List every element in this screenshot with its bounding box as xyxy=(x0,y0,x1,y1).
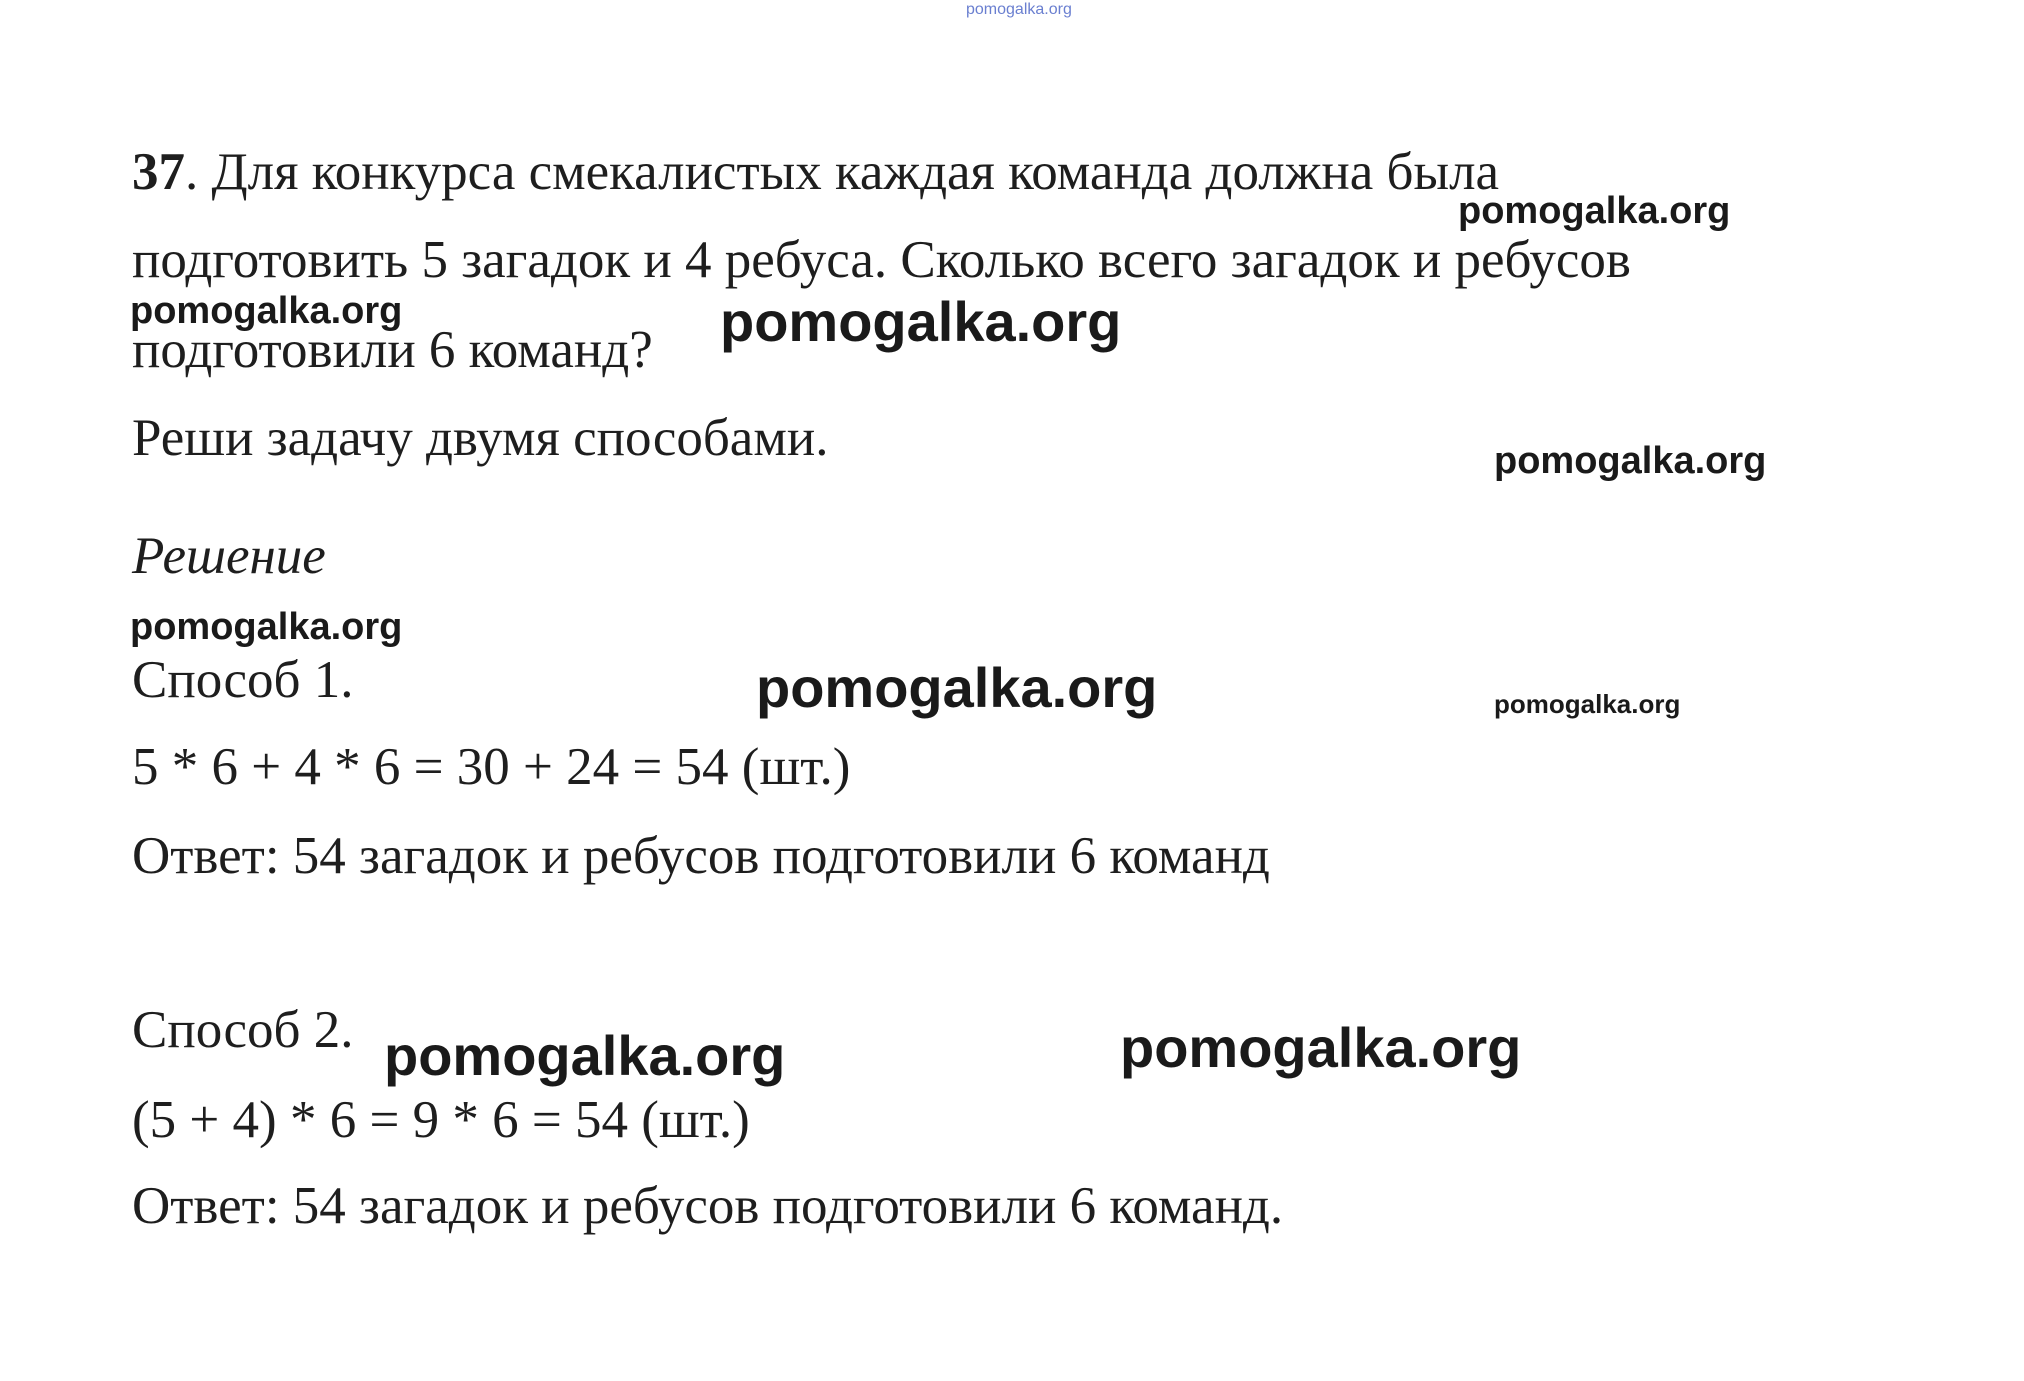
method-1-answer: Ответ: 54 загадок и ребусов подготовили 6 команд xyxy=(132,827,1270,885)
problem-line-3: подготовили 6 команд? xyxy=(132,321,653,379)
problem-number: 37 xyxy=(132,143,185,201)
watermark: pomogalka.org xyxy=(1120,1016,1522,1079)
solution-heading: Решение xyxy=(132,527,326,585)
watermark: pomogalka.org xyxy=(1458,190,1731,232)
method-1-title: Способ 1. xyxy=(132,651,354,709)
method-1-expression: 5 * 6 + 4 * 6 = 30 + 24 = 54 (шт.) xyxy=(132,738,851,796)
watermark: pomogalka.org xyxy=(1494,440,1767,482)
watermark: pomogalka.org xyxy=(384,1024,786,1087)
problem-line-2: подготовить 5 загадок и 4 ребуса. Сколько всего загадок и ребусов xyxy=(132,231,1631,289)
watermark-top: pomogalka.org xyxy=(966,1,1072,18)
method-2-expression: (5 + 4) * 6 = 9 * 6 = 54 (шт.) xyxy=(132,1091,750,1149)
method-2-answer: Ответ: 54 загадок и ребусов подготовили 6 команд. xyxy=(132,1177,1284,1235)
watermark: pomogalka.org xyxy=(130,290,403,332)
watermark: pomogalka.org xyxy=(1494,689,1681,719)
watermark: pomogalka.org xyxy=(756,656,1158,719)
watermark: pomogalka.org xyxy=(720,290,1122,353)
problem-line-1-text: . Для конкурса смекалистых каждая команда должна была xyxy=(185,143,1500,201)
problem-line-1 xyxy=(132,143,1500,201)
problem-line-4: Реши задачу двумя способами. xyxy=(132,409,829,467)
watermark: pomogalka.org xyxy=(130,606,403,648)
method-2-title: Способ 2. xyxy=(132,1001,354,1059)
